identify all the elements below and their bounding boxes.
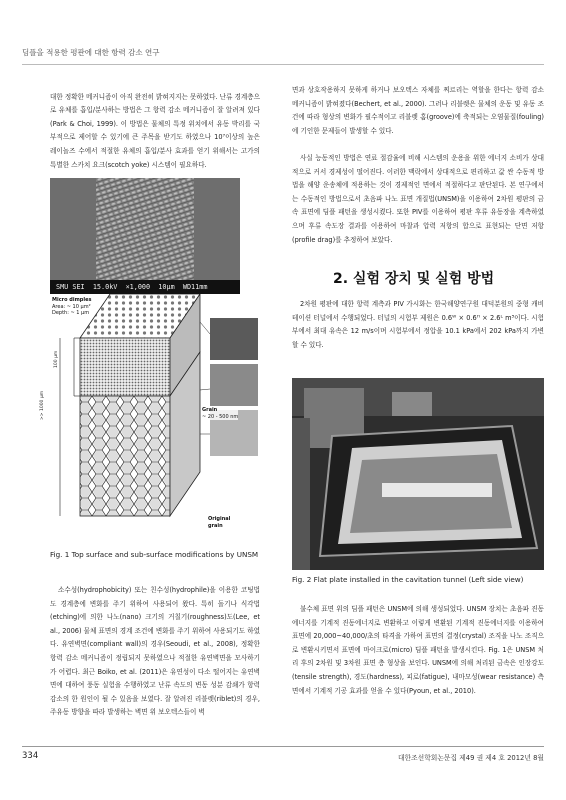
section-2-title: 2. 실험 장치 및 실험 방법 — [333, 271, 495, 287]
running-title: 딤플을 적용한 평판에 대한 항력 감소 연구 — [22, 48, 160, 57]
dimple-depth-label: Depth: ~ 1 μm — [52, 310, 90, 316]
journal-info: 대한조선학회논문집 제49 권 제4 호 2012년 8월 — [397, 754, 544, 762]
right-bottom-paragraph: 불수체 표면 위의 딤플 패턴은 UNSM에 의해 생성되었다. UNSM 장치는 초음파 진동에너지를 기계적 진동에너지로 변환하고 이렇게 변환된 기계적 진동에너지를 이용하여 표면에 20,000~40,000/초의 타격을 가하여 표면의 결정(crystal) 조직을 나노 조직으로 변환시키면서 표면에 마이크로(micro) 딤플 패턴을 발생시킨다. Fig. 1은 UNSM 처리 후의 2차원 및 3차원 표면 층 형상을 보인다. UNSM에 의해 처리된 금속은 인장강도(tensile strength), 경도(hardness), 피로(fatigue), 내마모성(wear resistance) 측면에서 기계적 기공 효과를 얻을 수 있다(Pyoun, et al., 2010). — [292, 605, 544, 695]
left-bottom-paragraph: 소수성(hydrophobicity) 또는 친수성(hydrophile)을 이용한 코팅법도 경계층에 변화를 주기 위하여 사용되어 왔다. 특히 돌기나 식각법(etching)에 의한 나노(nano) 크기의 거칠기(roughness)도(Lee, et al., 2006) 물체 표면의 경계 조건에 변화를 주기 위하여 사용되기도 하였다. 유연벽면(compliant wall)의 경우(Seoudi, et al., 2008), 정확한 항력 감소 메커니즘이 정립되지 못하였으나 적절한 유연벽면을 모사하기가 어렵다. 최근 Boiko, et al. (2011)은 유연성이 다소 떨어지는 유연벽면에 대하여 풍동 실험을 수행하였고 난류 속도의 변동 성분 감쇄가 항력 감소의 한 원인이 될 수 있음을 보였다. 잘 알려진 리블렛(riblet)의 경우, 주유동 방향을 따라 발생하는 벽면 위 보오텍스들이 벽 — [50, 586, 260, 717]
original-grain-label: grain — [208, 522, 223, 529]
dimple-area-label: Area: ~ 10 μm² — [52, 303, 91, 310]
dim-100-label: 100 μm — [54, 350, 59, 368]
page-number: 334 — [22, 751, 39, 761]
grain-label: Grain — [202, 407, 218, 413]
original-label: Original — [208, 516, 231, 522]
sem-info-bar: SMU SEI 15.0kV ×1,000 10μm WD11mm — [50, 280, 240, 294]
header-rule — [22, 64, 544, 65]
right-top-paragraph-2: 사실 능동적인 방법은 연료 절감율에 비해 시스템의 운용을 위한 에너지 소비가 상대적으로 커서 경제성이 떨어진다. 이러한 맥락에서 상대적으로 편리하고 값 싼 수동적 방법을 해양 운송체에 적용하는 것이 경제적인 면에서 적절하다고 판단된다. 본 연구에서는 수동적인 방법으로서 초음파 나노 표면 개질법(UNSM)을 이용하여 2차원 평판의 금속 표면에 딤플 패턴을 생성시켰다. 또한 PIV를 이용하여 평판 후류 유동장을 계측하였으며 후류 속도장 결과를 이용하여 마찰과 압력 저항의 합으로 표현되는 단면 저항(profile drag)를 추정하여 보았다. — [292, 154, 544, 244]
dim-1000-label: >> 1000 μm — [40, 390, 45, 420]
sem-micrograph — [50, 178, 240, 294]
footer-rule — [22, 746, 544, 747]
cavitation-tunnel-photo — [292, 378, 544, 570]
micro-dimples-label: Micro dimples — [52, 297, 92, 303]
grain-size-label: ~ 20 - 500 nm — [202, 413, 239, 420]
figure2-caption: Fig. 2 Flat plate installed in the cavitation tunnel (Left side view) — [292, 575, 524, 584]
section-2-paragraph: 2차원 평판에 대한 항력 계측과 PIV 가시화는 한국해양연구원 대덕분원의 중형 캐비테이션 터널에서 수행되었다. 터널의 시험부 제원은 0.6ᵂ × 0.6ᴴ × 2.6ᴸ m³이다. 시험부에서 최대 유속은 12 m/s이며 시험부에서 정압을 10.1 kPa에서 202 kPa까지 가변할 수 있다. — [292, 300, 544, 349]
right-top-paragraph-1: 면과 상호작용하지 못하게 하거나 보오텍스 자체를 찌르리는 역할을 한다는 항력 감소 메커니즘이 밝혀졌다(Bechert, et al., 2000). 그러나 리블렛은 물체의 운동 및 유동 조건에 따라 형상의 변화가 필수적이고 리블렛 홈(groove)에 축적되는 오염물질(fouling)에 기인한 문제들이 발생할 수 있다. — [292, 86, 544, 135]
figure1-caption: Fig. 1 Top surface and sub-surface modifications by UNSM — [50, 550, 259, 559]
